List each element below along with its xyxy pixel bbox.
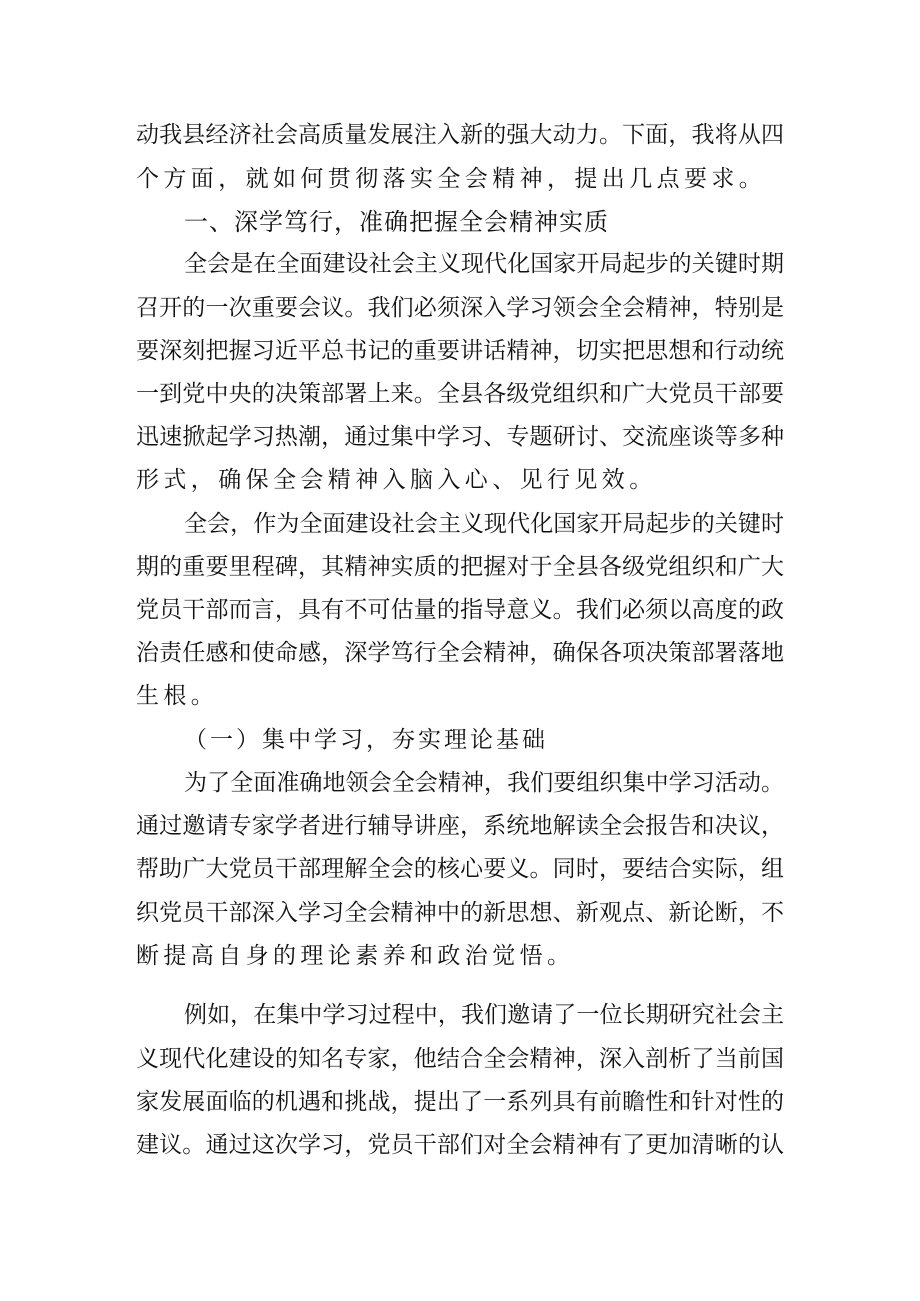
paragraph-line: 党员干部而言，具有不可估量的指导意义。我们必须以高度的政	[136, 597, 784, 623]
paragraph-line: 期的重要里程碑，其精神实质的把握对于全县各级党组织和广大	[136, 554, 784, 580]
paragraph-line: 建议。通过这次学习，党员干部们对全会精神有了更加清晰的认	[136, 1132, 784, 1158]
paragraph-line: 通过邀请专家学者进行辅导讲座，系统地解读全会报告和决议，	[136, 813, 784, 839]
paragraph-line: 义现代化建设的知名专家，他结合全会精神，深入剖析了当前国	[136, 1046, 784, 1072]
paragraph-line: 治责任感和使命感，深学笃行全会精神，确保各项决策部署落地	[136, 640, 784, 666]
paragraph-line: 织党员干部深入学习全会精神中的新思想、新观点、新论断，不	[136, 900, 784, 926]
paragraph-line: 全会是在全面建设社会主义现代化国家开局起步的关键时期	[184, 251, 784, 277]
subsection-heading: （一）集中学习，夯实理论基础	[184, 727, 548, 753]
intro-line: 个方面，就如何贯彻落实全会精神，提出几点要求。	[136, 166, 767, 192]
paragraph-line: 全会，作为全面建设社会主义现代化国家开局起步的关键时	[184, 511, 784, 537]
paragraph-line: 一到党中央的决策部署上来。全县各级党组织和广大党员干部要	[136, 381, 784, 407]
paragraph-line: 例如，在集中学习过程中，我们邀请了一位长期研究社会主	[184, 1002, 784, 1028]
paragraph-line: 家发展面临的机遇和挑战，提出了一系列具有前瞻性和针对性的	[136, 1089, 784, 1115]
paragraph-line: 形式，确保全会精神入脑入心、见行见效。	[136, 467, 657, 493]
paragraph-line: 生根。	[136, 683, 219, 709]
section-heading: 一、深学笃行，准确把握全会精神实质	[184, 208, 609, 236]
paragraph-line: 迅速掀起学习热潮，通过集中学习、专题研讨、交流座谈等多种	[136, 424, 784, 450]
paragraph-line: 断提高自身的理论素养和政治觉悟。	[136, 943, 575, 969]
intro-line: 动我县经济社会高质量发展注入新的强大动力。下面，我将从四	[136, 122, 784, 148]
paragraph-line: 为了全面准确地领会全会精神，我们要组织集中学习活动。	[184, 770, 784, 796]
paragraph-line: 召开的一次重要会议。我们必须深入学习领会全会精神，特别是	[136, 295, 784, 321]
paragraph-line: 帮助广大党员干部理解全会的核心要义。同时，要结合实际，组	[136, 856, 784, 882]
paragraph-line: 要深刻把握习近平总书记的重要讲话精神，切实把思想和行动统	[136, 338, 784, 364]
